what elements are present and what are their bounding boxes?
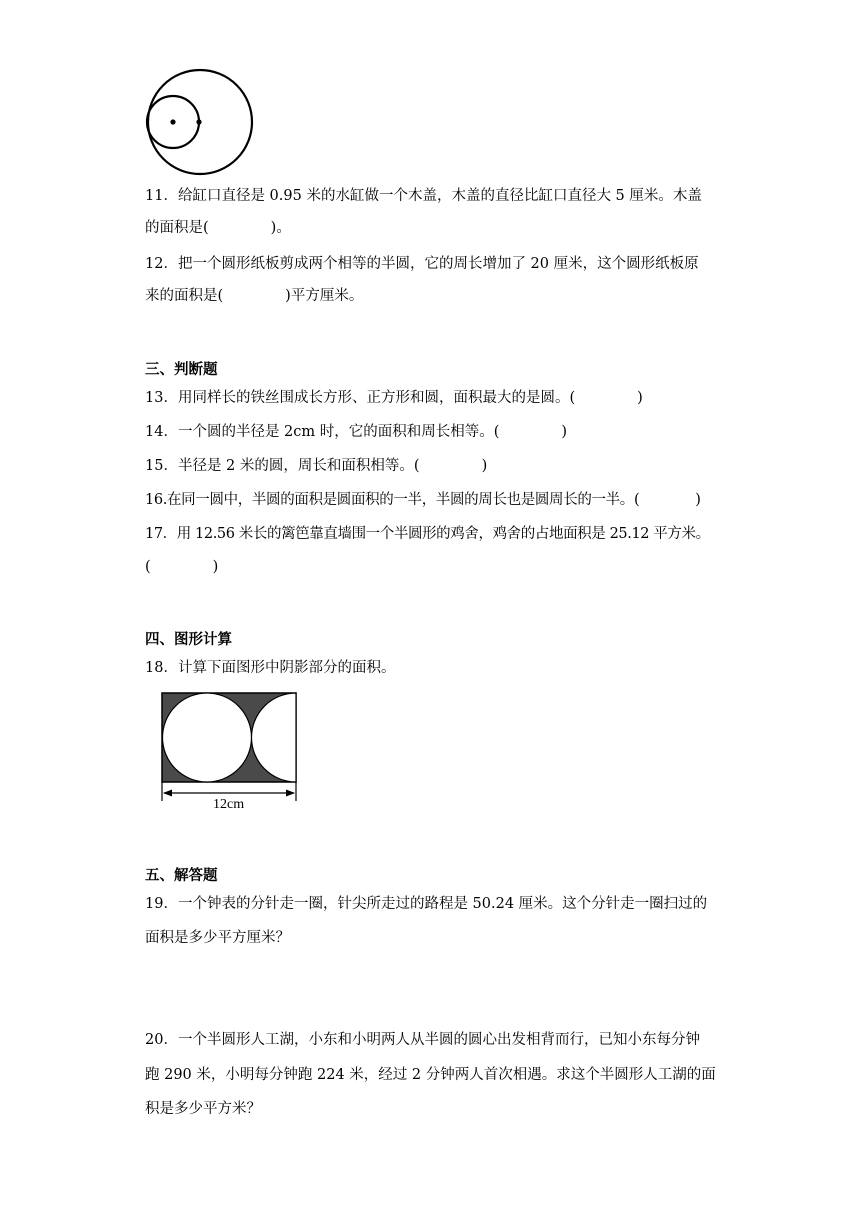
section3-heading: 三、判断题 [145, 361, 218, 378]
right-arrowhead [286, 790, 295, 797]
q13-pre: 13．用同样长的铁丝围成长方形、正方形和圆，面积最大的是圆。( [145, 390, 576, 406]
q13-line [145, 389, 643, 407]
q15-line [145, 457, 487, 475]
q16-line [145, 491, 701, 509]
q13-post: ) [637, 390, 643, 406]
q19-line2: 面积是多少平方厘米？ [145, 930, 290, 946]
nested-circles-figure [0, 0, 860, 200]
q11-line2-pre: 的面积是( [145, 220, 209, 236]
dimension-label: 12cm [213, 797, 245, 812]
q12-line2-post: )平方厘米。 [285, 288, 364, 304]
q20-line1: 20．一个半圆形人工湖，小东和小明两人从半圆的圆心出发相背而行，已知小东每分钟 [145, 1032, 700, 1048]
shaded-area-figure [0, 688, 860, 828]
outer-center-dot [196, 119, 201, 124]
q17-line2-pre: ( [145, 559, 151, 575]
q12-line2 [145, 287, 363, 305]
q11-line2-post: )。 [270, 220, 291, 236]
q11-line1: 11．给缸口直径是 0.95 米的水缸做一个木盖，木盖的直径比缸口直径大 5 厘米。木盖 [145, 188, 702, 204]
q17-line1: 17．用 12.56 米长的篱笆靠直墙围一个半圆形的鸡舍，鸡舍的占地面积是 25.12 平方米。 [145, 526, 710, 542]
q15-post: ) [481, 458, 488, 474]
q12-line1: 12．把一个圆形纸板剪成两个相等的半圆，它的周长增加了 20 厘米，这个圆形纸板原 [145, 256, 699, 272]
q17-line2 [145, 558, 218, 576]
q20-line3: 积是多少平方米？ [145, 1101, 261, 1117]
q14-post: ) [561, 424, 568, 440]
q15-pre: 15．半径是 2 米的圆，周长和面积相等。( [145, 458, 420, 474]
q16-pre: 16.在同一圆中，半圆的面积是圆面积的一半，半圆的周长也是圆周长的一半。( [145, 492, 640, 508]
q18-line: 18．计算下面图形中阴影部分的面积。 [145, 660, 396, 676]
q14-pre: 14．一个圆的半径是 2cm 时，它的面积和周长相等。( [145, 424, 500, 440]
section4-heading: 四、图形计算 [145, 631, 232, 648]
section5-heading: 五、解答题 [145, 867, 218, 884]
left-arrowhead [163, 790, 172, 797]
q12-line2-pre: 来的面积是( [145, 288, 224, 304]
inner-center-dot [170, 119, 175, 124]
q16-post: ) [695, 492, 701, 508]
q17-line2-post: ) [212, 559, 219, 575]
q11-line2 [145, 219, 291, 237]
q19-line1: 19．一个钟表的分针走一圈，针尖所走过的路程是 50.24 厘米。这个分针走一圈扫过的 [145, 896, 708, 912]
q20-line2: 跑 290 米，小明每分钟跑 224 米，经过 2 分钟两人首次相遇。求这个半圆形人工湖的面 [145, 1067, 716, 1083]
q14-line [145, 423, 567, 441]
white-full-circle [163, 693, 252, 782]
